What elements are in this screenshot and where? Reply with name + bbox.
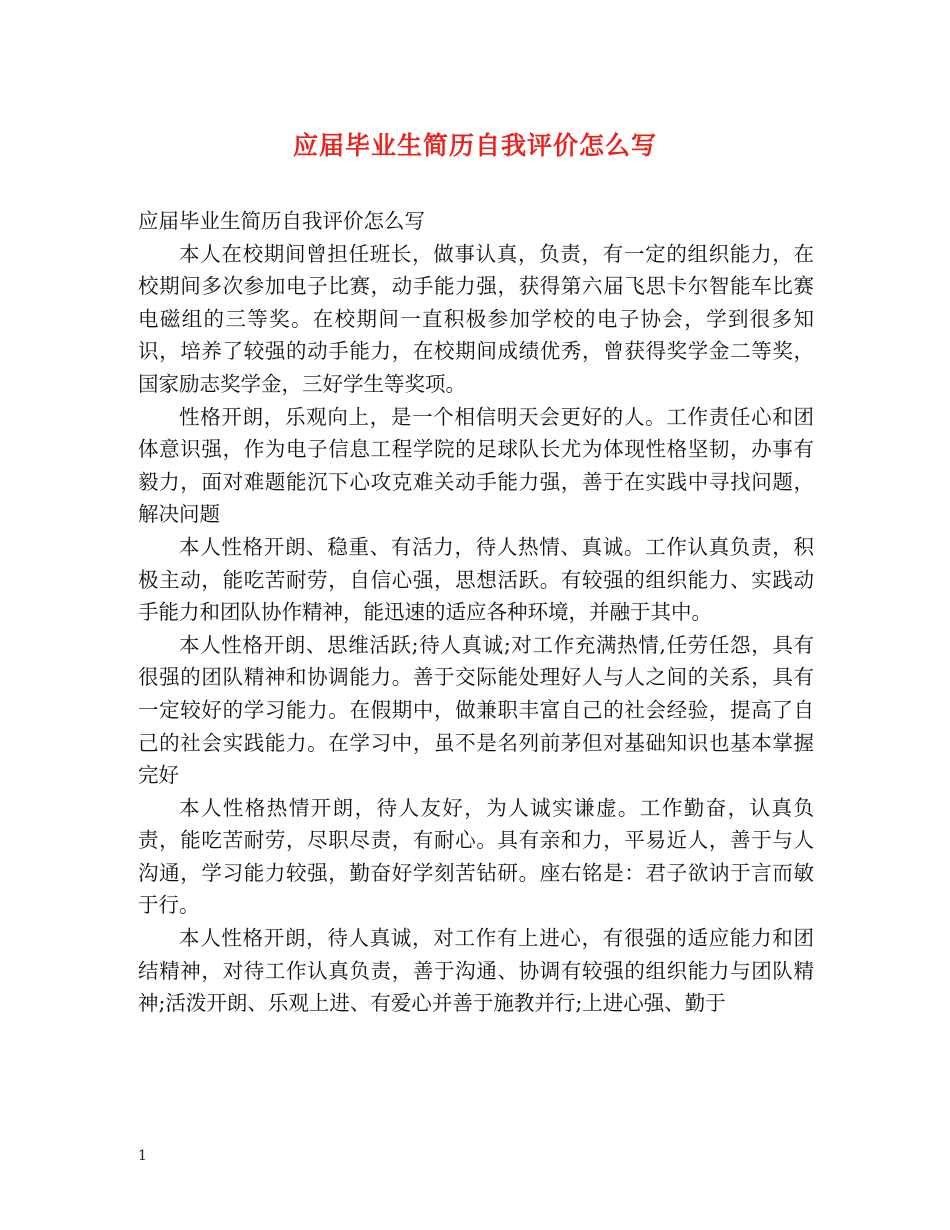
paragraph: 本人性格开朗、稳重、有活力，待人热情、真诚。工作认真负责，积极主动，能吃苦耐劳，自信心强，思想活跃。有较强的组织能力、实践动手能力和团队协作精神，能迅速的适应各种环境，并融于其中。 — [138, 534, 814, 625]
document-body — [138, 205, 814, 1020]
page-number: 1 — [138, 1148, 147, 1164]
paragraph: 性格开朗，乐观向上，是一个相信明天会更好的人。工作责任心和团体意识强，作为电子信息工程学院的足球队长尤为体现性格坚韧，办事有毅力，面对难题能沉下心攻克难关动手能力强，善于在实践中寻找问题，解决问题 — [138, 404, 814, 527]
paragraph: 本人性格热情开朗，待人友好，为人诚实谦虚。工作勤奋，认真负责，能吃苦耐劳，尽职尽责，有耐心。具有亲和力，平易近人，善于与人沟通，学习能力较强，勤奋好学刻苦钻研。座右铭是：君子欲讷于言而敏于行。 — [138, 795, 814, 918]
document-subtitle: 应届毕业生简历自我评价怎么写 — [138, 209, 425, 233]
paragraph: 本人性格开朗、思维活跃;待人真诚;对工作充满热情,任劳任怨，具有很强的团队精神和协调能力。善于交际能处理好人与人之间的关系，具有一定较好的学习能力。在假期中，做兼职丰富自己的社会经验，提高了自己的社会实践能力。在学习中，虽不是名列前茅但对基础知识也基本掌握完好 — [138, 632, 814, 788]
document-title: 应届毕业生简历自我评价怎么写 — [292, 131, 657, 160]
paragraph: 本人在校期间曾担任班长，做事认真，负责，有一定的组织能力，在校期间多次参加电子比赛，动手能力强，获得第六届飞思卡尔智能车比赛电磁组的三等奖。在校期间一直积极参加学校的电子协会，学到很多知识，培养了较强的动手能力，在校期间成绩优秀，曾获得奖学金二等奖，国家励志奖学金，三好学生等奖项。 — [138, 241, 814, 396]
paragraph: 本人性格开朗，待人真诚，对工作有上进心，有很强的适应能力和团结精神，对待工作认真负责，善于沟通、协调有较强的组织能力与团队精神;活泼开朗、乐观上进、有爱心并善于施教并行;上进心强、勤于 — [138, 926, 814, 1016]
